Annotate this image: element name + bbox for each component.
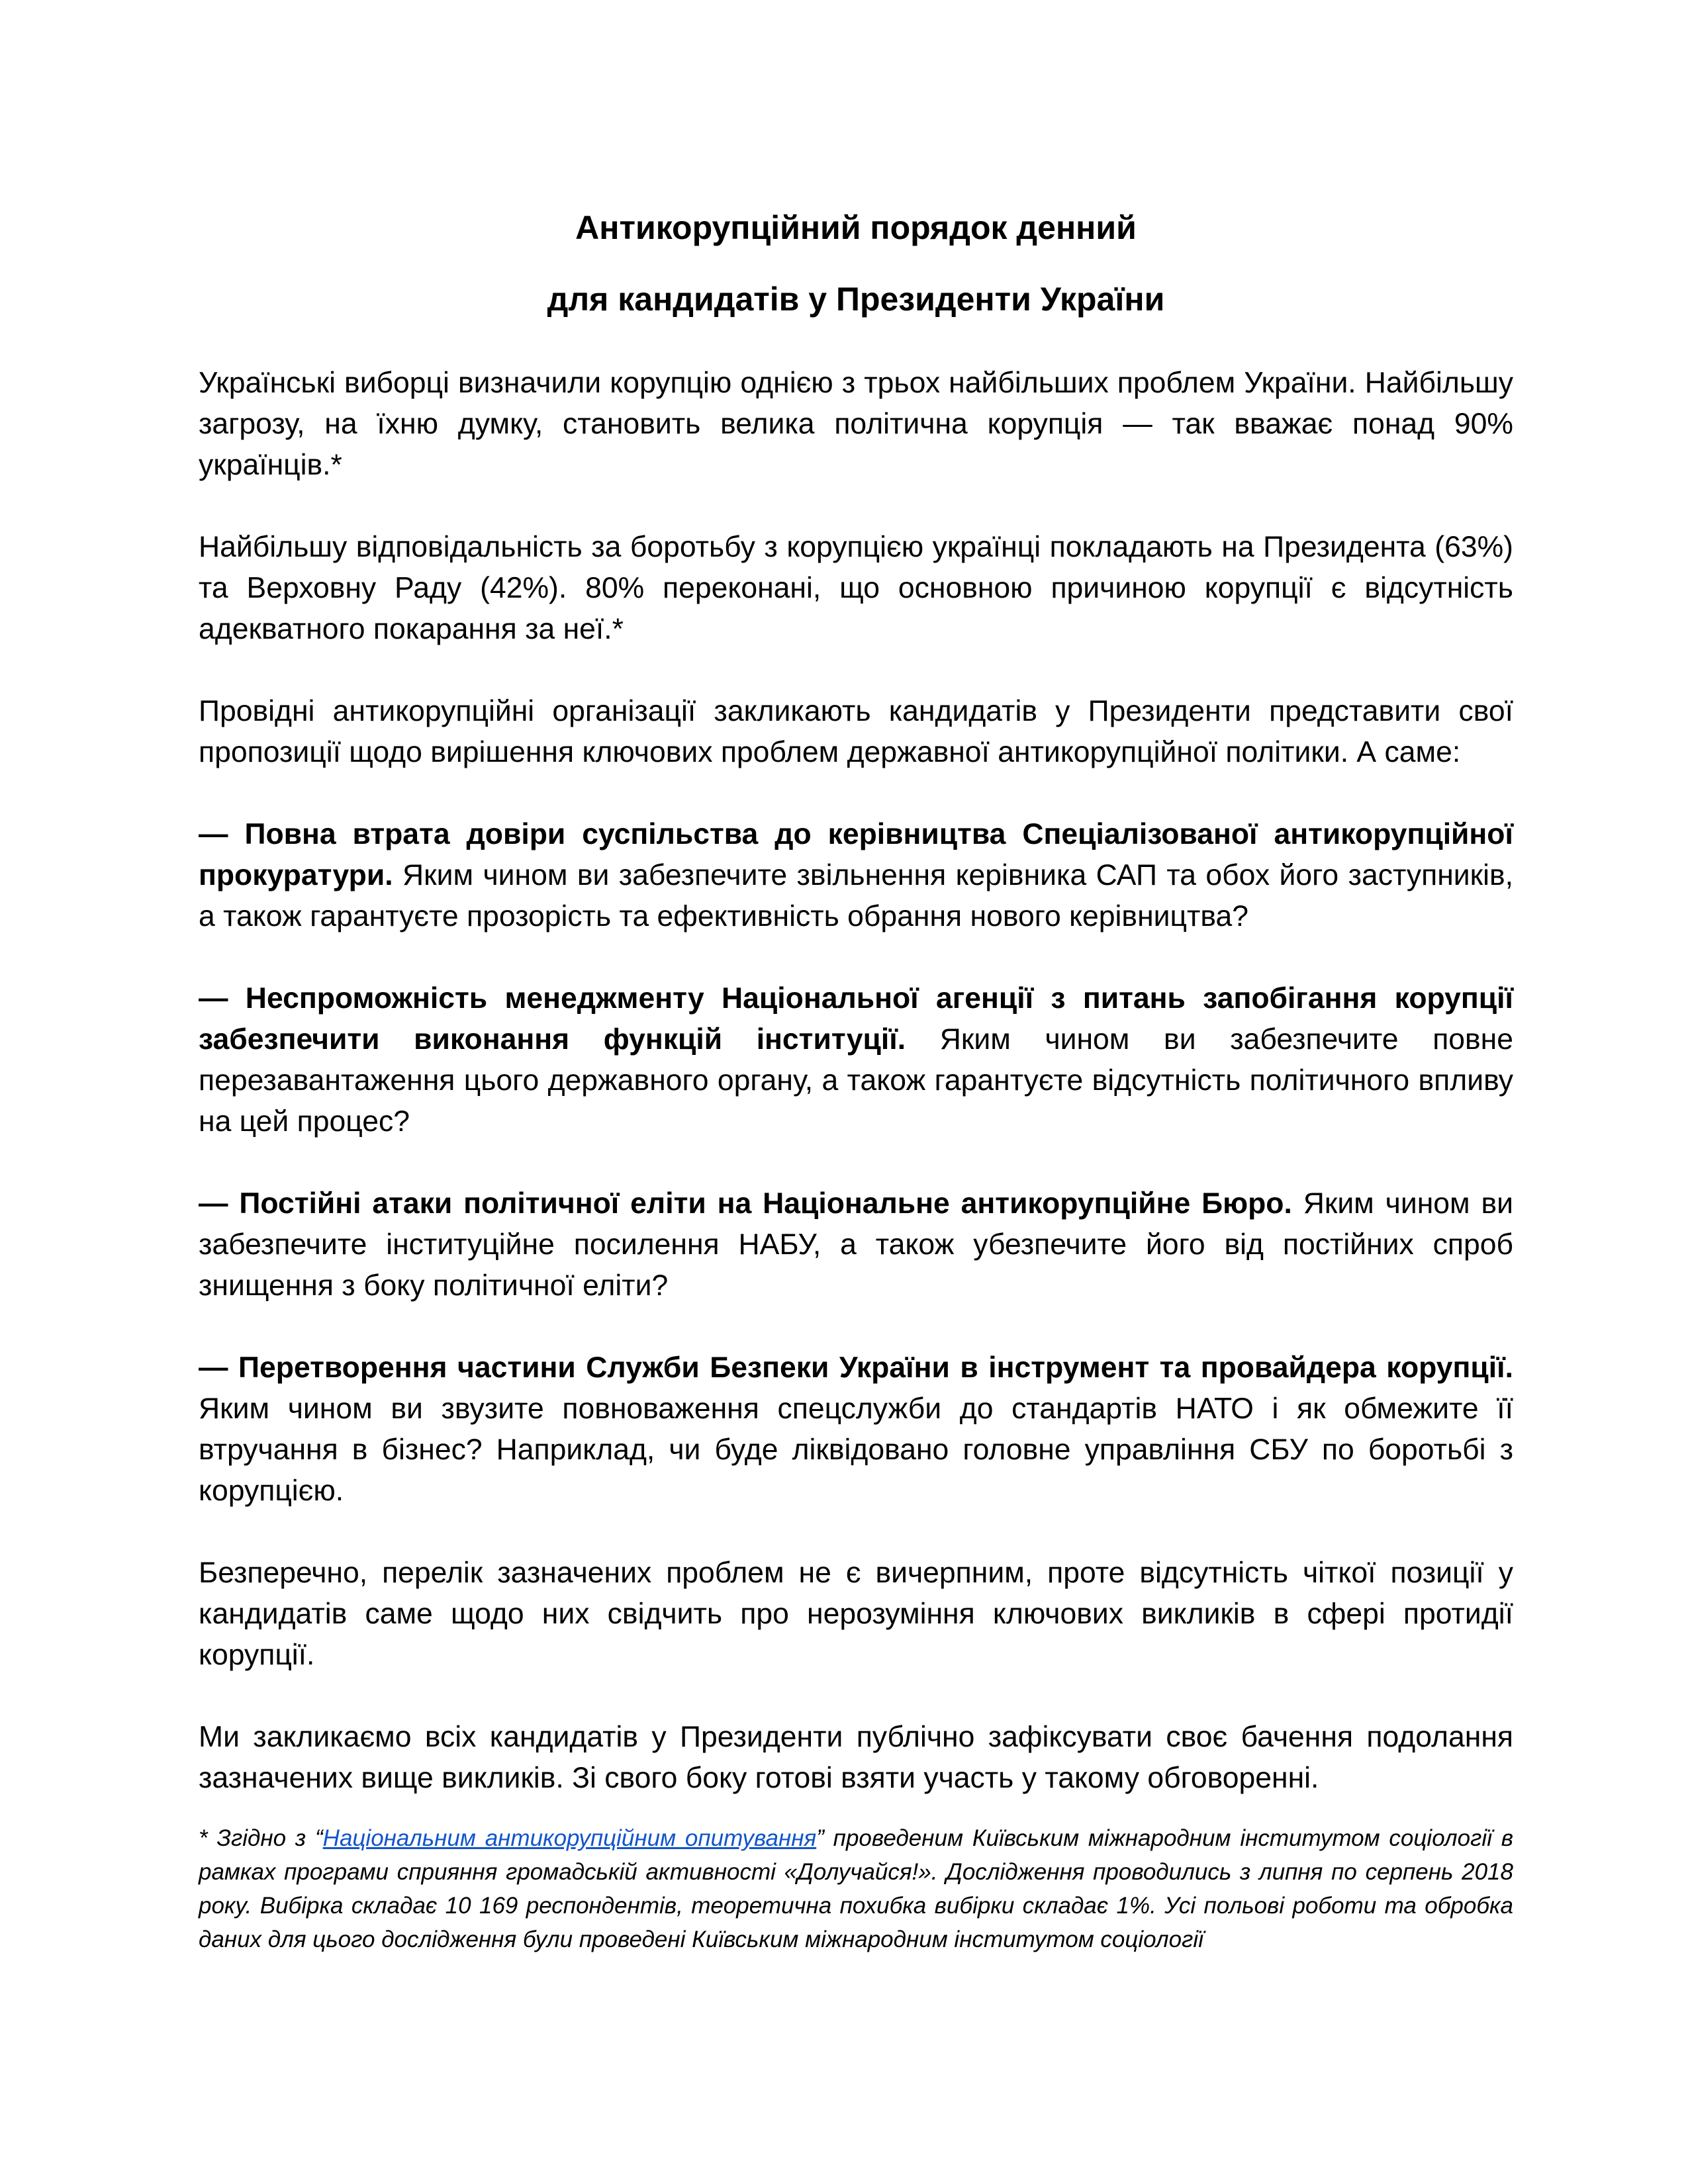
footnote-text: ” проведеним Київським міжнародним інститутом соціології в рамках програми сприяння громадській активності «Долучайся!». Дослідження проводились з липня по серпень 2018 року. Вибірка складає 10 169 респондентів, теоретична похибка вибірки складає 1%. Усі польові роботи та обробка даних для цього дослідження були проведені Київським міжнародним інститутом соціології <box>199 1825 1514 1952</box>
issue-sbu <box>199 1347 1513 1512</box>
document-title <box>199 192 1513 335</box>
issue-nazk <box>199 978 1513 1142</box>
paragraph-intro: Українські виборці визначили корупцію однією з трьох найбільших проблем України. Найбільшу загрозу, на їхню думку, становить велика політична корупція — так вважає понад 90% українців.* <box>199 367 1513 481</box>
issue-sbu-question: Яким чином ви звузите повноваження спецслужби до стандартів НАТО і як обмежите її втручання в бізнес? Наприклад, чи буде ліквідовано головне управління СБУ по боротьбі з корупцією. <box>199 1392 1513 1507</box>
document-page <box>199 192 1513 1956</box>
paragraph-call: Провідні антикорупційні організації закликають кандидатів у Президенти представити свої пропозиції щодо вирішення ключових проблем державної антикорупційної політики. А саме: <box>199 695 1513 768</box>
issue-sap <box>199 814 1513 937</box>
paragraph-responsibility: Найбільшу відповідальність за боротьбу з корупцією українці покладають на Президента (63%) та Верховну Раду (42%). 80% переконані, що основною причиною корупції є відсутність адекватного покарання за неї.* <box>199 531 1513 645</box>
issue-nazk-question: Яким чином ви забезпечите повне перезавантаження цього державного органу, а також гарантуєте відсутність політичного впливу на цей процес? <box>199 1023 1514 1138</box>
footnote <box>199 1821 1513 1956</box>
issue-sap-heading: — Повна втрата довіри суспільства до керівництва Спеціалізованої антикорупційної прокуратури. <box>199 818 1513 891</box>
paragraph-conclusion: Безперечно, перелік зазначених проблем не є вичерпним, проте відсутність чіткої позиції у кандидатів саме щодо них свідчить про нерозуміння ключових викликів в сфері протидії корупції. <box>199 1557 1513 1671</box>
issue-nazk-heading: — Неспроможність менеджменту Національної агенції з питань запобігання корупції забезпечити виконання функцій інституції. <box>199 982 1513 1056</box>
issue-nabu-heading: — Постійні атаки політичної еліти на Національне антикорупційне Бюро. <box>199 1187 1292 1220</box>
issue-nabu <box>199 1183 1513 1306</box>
title-line-2: для кандидатів у Президенти України <box>547 281 1165 318</box>
title-line-1: Антикорупційний порядок денний <box>575 209 1137 246</box>
survey-link[interactable]: Національним антикорупційним опитування <box>322 1825 817 1851</box>
issue-sbu-heading: — Перетворення частини Служби Безпеки України в інструмент та провайдера корупції. <box>199 1351 1513 1384</box>
issue-sap-question: Яким чином ви забезпечите звільнення керівника САП та обох його заступників, а також гарантуєте прозорість та ефективність обрання нового керівництва? <box>199 859 1513 933</box>
issue-nabu-question: Яким чином ви забезпечите інституційне посилення НАБУ, а також убезпечите його від постійних спроб знищення з боку політичної еліти? <box>199 1187 1513 1302</box>
paragraph-appeal: Ми закликаємо всіх кандидатів у Президенти публічно зафіксувати своє бачення подолання зазначених вище викликів. Зі свого боку готові взяти участь у такому обговоренні. <box>199 1721 1513 1794</box>
footnote-prefix: * Згідно з “ <box>199 1825 323 1851</box>
